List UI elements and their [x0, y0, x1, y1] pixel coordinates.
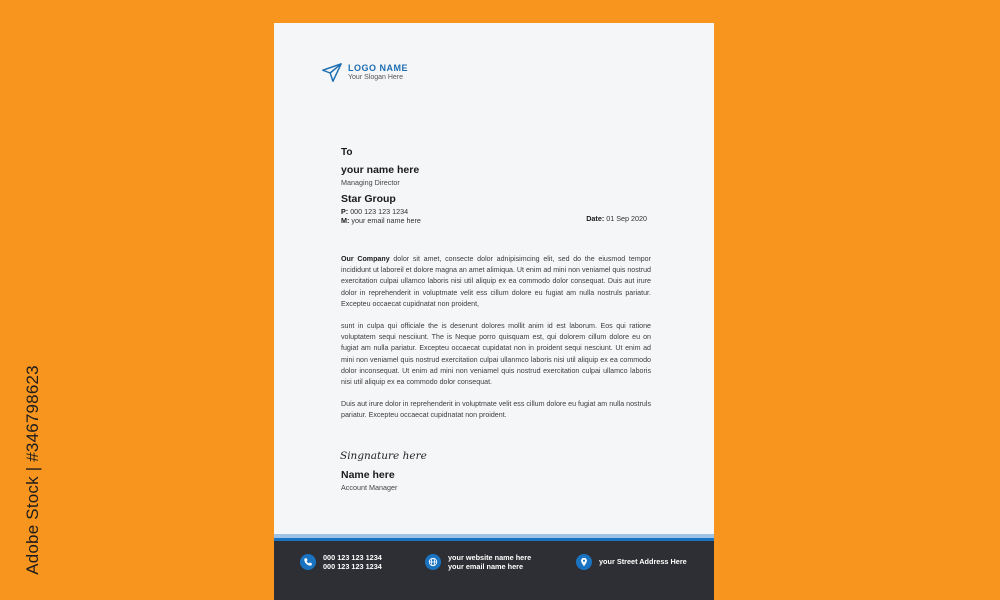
paper-plane-icon — [321, 62, 343, 84]
footer-phone-2: 000 123 123 1234 — [323, 562, 382, 571]
signatory-name: Name here — [341, 469, 395, 481]
body-paragraph-3 — [341, 399, 651, 421]
body-paragraph-1 — [341, 254, 651, 310]
recipient-email: your email name here — [351, 216, 421, 225]
company-lead: Our Company — [341, 255, 390, 263]
to-label: To — [341, 147, 353, 158]
logo-name: LOGO NAME — [348, 63, 408, 73]
recipient-phone: 000 123 123 1234 — [350, 207, 409, 216]
recipient-company: Star Group — [341, 193, 396, 205]
recipient-phone-line — [341, 207, 408, 216]
stock-watermark — [18, 0, 48, 600]
signature-script: Singnature here — [340, 450, 427, 462]
letterhead-page — [274, 23, 714, 600]
letter-date — [586, 214, 647, 223]
logo-slogan: Your Slogan Here — [348, 74, 404, 81]
footer-phone — [300, 553, 382, 571]
logo — [321, 62, 408, 84]
footer-address — [576, 553, 687, 571]
footer-phone-1: 000 123 123 1234 — [323, 553, 382, 562]
date-value: 01 Sep 2020 — [606, 214, 647, 223]
recipient-title: Managing Director — [341, 178, 400, 187]
paragraph-1-text: dolor sit amet, consecte dolor adnipisimcing elit, sed do the eiusmod tempor incididunt ut laboreil et dolore magna an amet alimiqua. Ut enim ad mini non veniamel quis nostrud exercitation culpai ullamco laboris nisi util aliquip ex ea commodo dolor consequat. Duis aut irure dolor in reprehenderit in voluptmate velit ess cillum dolore eu fugiat am nulla nostruls pariatur. Excepteu occaecat cupidnatat non proident, — [341, 255, 651, 308]
phone-label: P: — [341, 207, 349, 216]
recipient-email-line — [341, 216, 421, 225]
watermark-text: Adobe Stock | #346798623 — [23, 365, 42, 575]
paragraph-3-text: Duis aut irure dolor in reprehenderit in voluptmate velit ess cillum dolore eu fugiat am nulla nostruls pariatur. Excepteu occaecat cupidnatat non proident. — [341, 400, 651, 420]
date-label: Date: — [586, 214, 605, 223]
footer-email[interactable]: your email name here — [448, 562, 524, 571]
paragraph-2-text: sunt in culpa qui officiale the is deserunt dolores mollit anim id est laborum. Eos qui ratione voluptatem sequi nesciiunt. The is Neque porro quisquam est, qui dolorem cillum dolore eu on fugiat am nulla pariatur. Excepteu occaecat cupidatat non in proident sequi nesciunt. Ut enim ad mini non veniamel quis nostrud exercitation culpai ullanmco laboris nisi util aliquip ex ea commodo dolor inconsequat. Ut enim ad mini non veniamel quis nostrud exercitation culpai ullamco laboris nisi util aliquip ex ea commodo dolor consequat. — [341, 322, 651, 387]
footer-website[interactable]: your website name here — [448, 553, 532, 562]
recipient-name: your name here — [341, 164, 420, 176]
phone-icon — [300, 554, 316, 570]
footer-web — [425, 553, 531, 571]
globe-icon — [425, 554, 441, 570]
signatory-role: Account Manager — [341, 483, 398, 492]
email-label: M: — [341, 216, 350, 225]
footer-street-address: your Street Address Here — [599, 557, 687, 566]
body-paragraph-2 — [341, 321, 651, 388]
location-pin-icon — [576, 554, 592, 570]
